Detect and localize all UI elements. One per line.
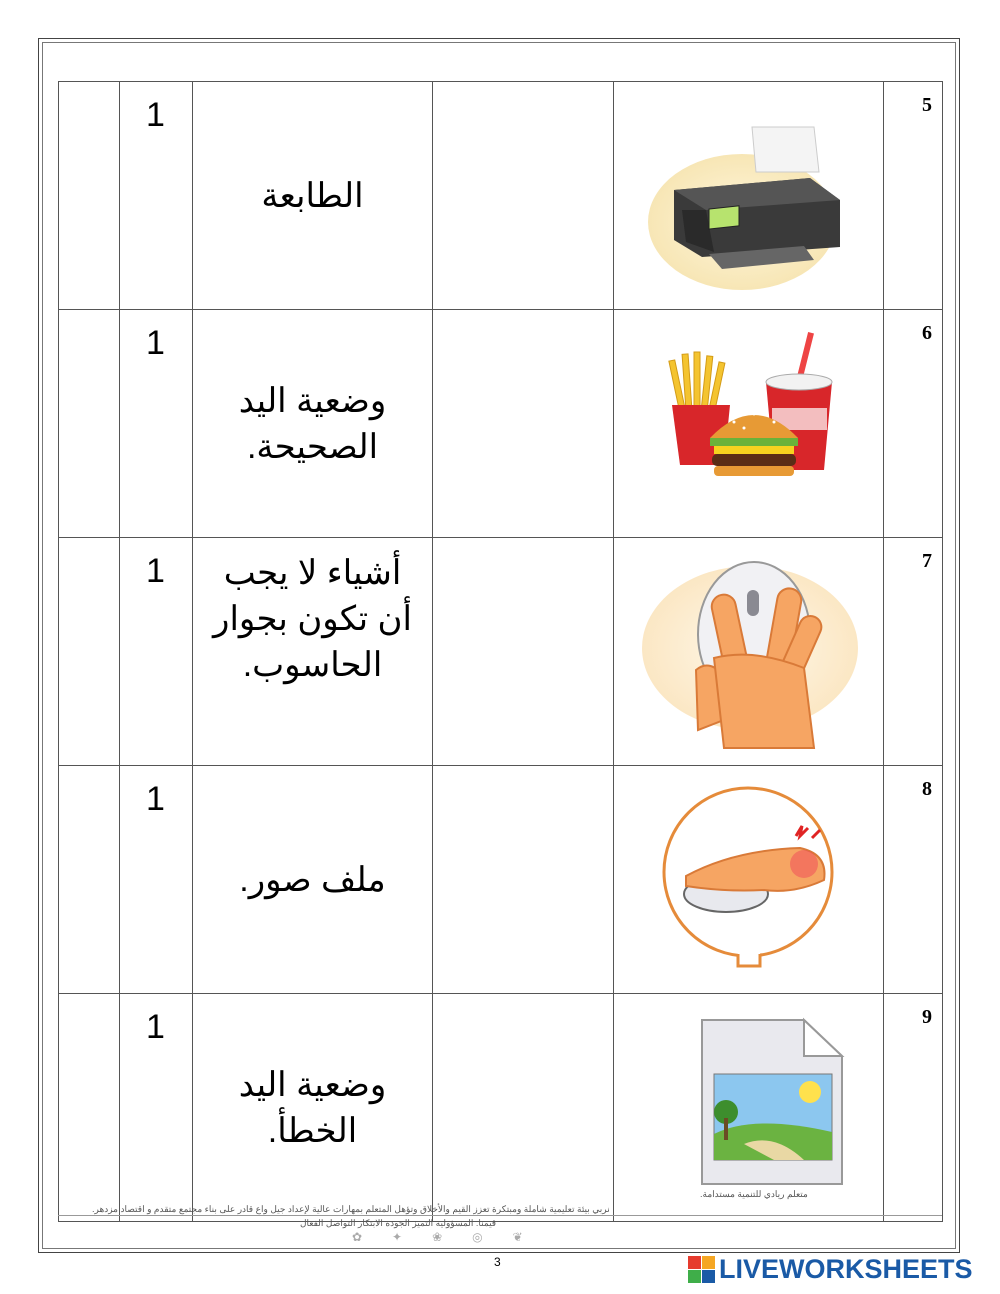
image-cell	[614, 766, 884, 994]
score-cell	[120, 82, 193, 310]
liveworksheets-logo[interactable]	[688, 1254, 973, 1285]
option-cell	[193, 766, 433, 994]
number-cell	[884, 994, 943, 1222]
footer-mission: نربي بيئة تعليمية شاملة ومبتكرة تعزز القيم والأخلاق وتؤهل المتعلم بمهارات عالية لإعداد جيل واع قادر على بناء مجتمع متقدم و اقتصاد مزدهر.	[92, 1204, 610, 1214]
option-text: وضعية اليد الخطأ.	[238, 1065, 387, 1150]
footer-values-icons: ✿✦❀◎❦	[352, 1230, 553, 1244]
table-row	[59, 766, 943, 994]
number-cell	[884, 82, 943, 310]
score-value: 1	[146, 780, 165, 818]
brand-name: LIVEWORKSHEETS	[719, 1254, 973, 1284]
footer-vision: متعلم ريادي للتنمية مستدامة.	[700, 1189, 808, 1199]
answer-drop-cell[interactable]	[433, 994, 614, 1222]
table-row	[59, 82, 943, 310]
image-cell	[614, 82, 884, 310]
option-cell	[193, 994, 433, 1222]
footer-divider	[58, 1215, 942, 1216]
score-cell	[120, 538, 193, 766]
option-text: وضعية اليد الصحيحة.	[238, 381, 387, 466]
score-value: 1	[146, 552, 165, 590]
question-number: 5	[922, 94, 932, 116]
number-cell	[884, 310, 943, 538]
blank-cell	[59, 310, 120, 538]
question-number: 7	[922, 550, 932, 572]
wrist-pain-mouse-icon	[614, 766, 883, 993]
score-value: 1	[146, 324, 165, 362]
blank-cell	[59, 994, 120, 1222]
image-cell	[614, 310, 884, 538]
score-cell	[120, 766, 193, 994]
hand-on-mouse-icon	[614, 538, 883, 765]
score-cell	[120, 310, 193, 538]
printer-icon	[614, 82, 883, 309]
answer-drop-cell[interactable]	[433, 310, 614, 538]
question-number: 6	[922, 322, 932, 344]
table-row	[59, 994, 943, 1222]
option-cell	[193, 538, 433, 766]
option-text: الطابعة	[261, 176, 364, 215]
score-cell	[120, 994, 193, 1222]
fast-food-icon	[614, 310, 883, 537]
answer-drop-cell[interactable]	[433, 766, 614, 994]
page-number: 3	[494, 1255, 501, 1269]
score-value: 1	[146, 96, 165, 134]
logo-squares-icon	[688, 1256, 715, 1283]
image-file-icon	[614, 994, 883, 1221]
number-cell	[884, 538, 943, 766]
number-cell	[884, 766, 943, 994]
question-number: 8	[922, 778, 932, 800]
image-cell	[614, 538, 884, 766]
blank-cell	[59, 82, 120, 310]
question-number: 9	[922, 1006, 932, 1028]
option-text: أشياء لا يجب أن تكون بجوار الحاسوب.	[213, 554, 412, 684]
answer-drop-cell[interactable]	[433, 538, 614, 766]
option-text: ملف صور.	[239, 860, 386, 899]
blank-cell	[59, 538, 120, 766]
footer-values: قيمنا: المسؤولية التميز الجودة الابتكار التواصل الفعال	[300, 1218, 497, 1228]
image-cell	[614, 994, 884, 1222]
option-cell	[193, 82, 433, 310]
score-value: 1	[146, 1008, 165, 1046]
blank-cell	[59, 766, 120, 994]
table-row	[59, 310, 943, 538]
table-row	[59, 538, 943, 766]
option-cell	[193, 310, 433, 538]
matching-table	[58, 81, 943, 1222]
answer-drop-cell[interactable]	[433, 82, 614, 310]
